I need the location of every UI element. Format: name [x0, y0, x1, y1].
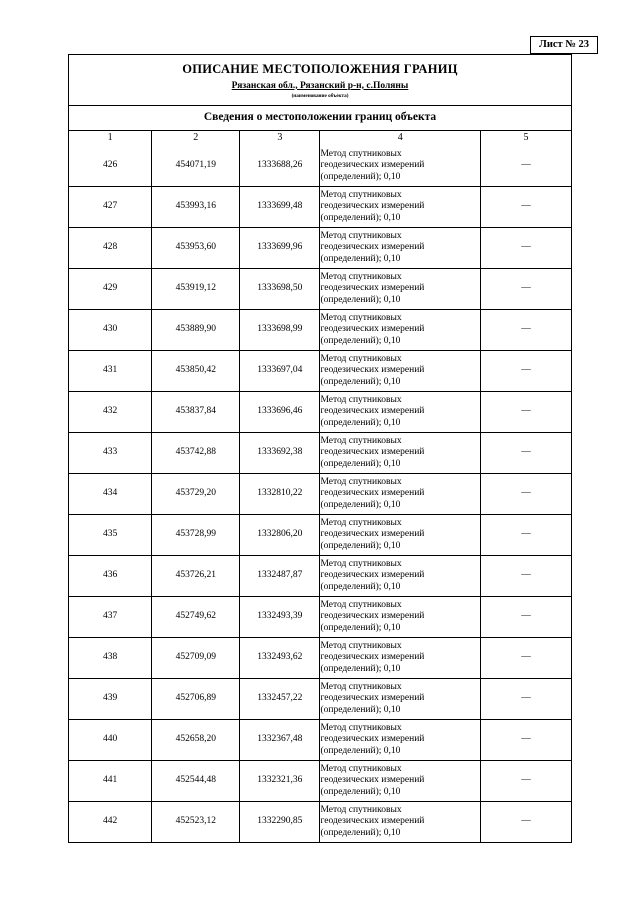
method-description-cell [320, 474, 481, 515]
coordinate-y-cell: 1333699,48 [240, 187, 320, 228]
document-body [68, 54, 572, 843]
point-number-cell: 438 [69, 638, 152, 679]
table-header-row [69, 131, 571, 146]
method-description-line: (определений); 0,10 [320, 376, 401, 387]
coordinate-x-cell: 453919,12 [152, 269, 240, 310]
column-number-5: 5 [523, 132, 529, 144]
coordinates-table [69, 131, 571, 842]
method-description-line: Метод спутниковых [320, 271, 402, 282]
point-number-cell: 435 [69, 515, 152, 556]
method-description-line: Метод спутниковых [320, 230, 402, 241]
coordinate-y-cell: 1332493,62 [240, 638, 320, 679]
coordinate-x-cell: 453993,16 [152, 187, 240, 228]
description-cell: — [481, 597, 571, 638]
table-row [69, 761, 571, 802]
description-cell: — [481, 228, 571, 269]
section-title-block [69, 106, 571, 131]
object-name-note: (наименование объекта) [291, 93, 349, 100]
description-cell: — [481, 679, 571, 720]
table-row [69, 720, 571, 761]
coordinate-y-cell: 1333696,46 [240, 392, 320, 433]
method-description-line: Метод спутниковых [320, 435, 402, 446]
table-row [69, 146, 571, 187]
coordinate-x-cell: 453850,42 [152, 351, 240, 392]
method-description-cell [320, 556, 481, 597]
method-description-line: Метод спутниковых [320, 804, 402, 815]
coordinate-x-cell: 453742,88 [152, 433, 240, 474]
method-description-cell [320, 515, 481, 556]
method-description-cell [320, 146, 481, 187]
method-description-line: (определений); 0,10 [320, 212, 401, 223]
method-description-line: (определений); 0,10 [320, 417, 401, 428]
method-description-line: геодезических измерений [320, 447, 425, 458]
table-row [69, 597, 571, 638]
method-description-line: геодезических измерений [320, 160, 425, 171]
description-cell: — [481, 761, 571, 802]
method-description-cell [320, 679, 481, 720]
object-name: Рязанская обл., Рязанский р-н, с.Поляны [231, 80, 409, 91]
method-description-line: геодезических измерений [320, 693, 425, 704]
method-description-cell [320, 351, 481, 392]
point-number-cell: 431 [69, 351, 152, 392]
coordinate-x-cell: 452544,48 [152, 761, 240, 802]
method-description-line: Метод спутниковых [320, 517, 402, 528]
coordinate-y-cell: 1333688,26 [240, 146, 320, 187]
point-number-cell: 436 [69, 556, 152, 597]
method-description-line: (определений); 0,10 [320, 704, 401, 715]
description-cell: — [481, 269, 571, 310]
method-description-line: геодезических измерений [320, 570, 425, 581]
point-number-cell: 427 [69, 187, 152, 228]
method-description-cell [320, 720, 481, 761]
coordinate-x-cell: 452706,89 [152, 679, 240, 720]
table-row [69, 802, 571, 843]
method-description-cell [320, 802, 481, 843]
table-row [69, 187, 571, 228]
description-cell: — [521, 816, 531, 827]
method-description-line: Метод спутниковых [320, 722, 402, 733]
method-description-line: Метод спутниковых [320, 558, 402, 569]
coordinate-x-cell: 454071,19 [152, 146, 240, 187]
method-description-line: геодезических измерений [320, 652, 425, 663]
description-cell: — [481, 556, 571, 597]
method-description-line: Метод спутниковых [320, 148, 402, 159]
method-description-line: (определений); 0,10 [320, 622, 401, 633]
table-row [69, 269, 571, 310]
coordinates-table-body [69, 146, 571, 842]
method-description-line: Метод спутниковых [320, 189, 402, 200]
document-title-block [69, 55, 571, 106]
coordinate-y-cell: 1332810,22 [240, 474, 320, 515]
method-description-line: (определений); 0,10 [320, 827, 401, 838]
description-cell: — [481, 433, 571, 474]
method-description-cell [320, 269, 481, 310]
method-description-line: геодезических измерений [320, 324, 425, 335]
method-description-line: геодезических измерений [320, 816, 425, 827]
method-description-line: (определений); 0,10 [320, 335, 401, 346]
method-description-cell [320, 433, 481, 474]
description-cell: — [481, 146, 571, 187]
point-number-cell: 442 [69, 802, 152, 843]
method-description-cell [320, 310, 481, 351]
method-description-line: (определений); 0,10 [320, 294, 401, 305]
method-description-line: (определений); 0,10 [320, 745, 401, 756]
description-cell: — [481, 187, 571, 228]
column-number-2: 2 [152, 131, 240, 146]
method-description-line: геодезических измерений [320, 529, 425, 540]
column-number-1: 1 [69, 131, 152, 146]
coordinate-y-cell: 1332493,39 [240, 597, 320, 638]
coordinate-x-cell: 453953,60 [152, 228, 240, 269]
description-cell: — [481, 392, 571, 433]
coordinate-x-cell: 453726,21 [152, 556, 240, 597]
point-number-cell: 439 [69, 679, 152, 720]
table-row [69, 351, 571, 392]
method-description-line: геодезических измерений [320, 365, 425, 376]
table-row [69, 474, 571, 515]
table-row [69, 310, 571, 351]
point-number-cell: 434 [69, 474, 152, 515]
method-description-line: (определений); 0,10 [320, 663, 401, 674]
coordinate-x-cell: 453837,84 [152, 392, 240, 433]
method-description-line: геодезических измерений [320, 406, 425, 417]
coordinate-y-cell: 1333692,38 [240, 433, 320, 474]
table-row [69, 392, 571, 433]
coordinate-x-cell: 452658,20 [152, 720, 240, 761]
method-description-line: Метод спутниковых [320, 681, 402, 692]
method-description-cell [320, 597, 481, 638]
coordinate-x-cell: 452709,09 [152, 638, 240, 679]
method-description-cell [320, 228, 481, 269]
coordinate-y-cell: 1332367,48 [240, 720, 320, 761]
method-description-line: геодезических измерений [320, 201, 425, 212]
coordinate-y-cell: 1333698,50 [240, 269, 320, 310]
method-description-line: (определений); 0,10 [320, 458, 401, 469]
method-description-line: геодезических измерений [320, 734, 425, 745]
description-cell: — [481, 351, 571, 392]
coordinate-x-cell: 453889,90 [152, 310, 240, 351]
coordinate-y-cell: 1333698,99 [240, 310, 320, 351]
point-number-cell: 426 [69, 146, 152, 187]
table-row [69, 228, 571, 269]
description-cell: — [481, 310, 571, 351]
point-number-cell: 437 [69, 597, 152, 638]
description-cell: — [481, 720, 571, 761]
method-description-line: Метод спутниковых [320, 394, 402, 405]
section-title: Сведения о местоположении границ объекта [203, 111, 437, 124]
point-number-cell: 428 [69, 228, 152, 269]
coordinate-x-cell: 452749,62 [152, 597, 240, 638]
method-description-line: Метод спутниковых [320, 599, 402, 610]
description-cell: — [481, 638, 571, 679]
coordinate-x-cell: 453729,20 [152, 474, 240, 515]
point-number-cell: 429 [69, 269, 152, 310]
coordinate-y-cell: 1332487,87 [240, 556, 320, 597]
coordinate-y-cell: 1332457,22 [240, 679, 320, 720]
method-description-line: геодезических измерений [320, 488, 425, 499]
point-number-cell: 441 [69, 761, 152, 802]
method-description-line: геодезических измерений [320, 242, 425, 253]
coordinate-y-cell: 1333697,04 [240, 351, 320, 392]
method-description-cell [320, 761, 481, 802]
method-description-cell [320, 638, 481, 679]
point-number-cell: 440 [69, 720, 152, 761]
point-number-cell: 430 [69, 310, 152, 351]
method-description-line: (определений); 0,10 [320, 540, 401, 551]
coordinate-y-cell: 1333699,96 [240, 228, 320, 269]
coordinate-y-cell: 1332806,20 [240, 515, 320, 556]
method-description-cell [320, 392, 481, 433]
column-number-4: 4 [320, 131, 481, 146]
method-description-cell [320, 187, 481, 228]
method-description-line: Метод спутниковых [320, 353, 402, 364]
method-description-line: Метод спутниковых [320, 640, 402, 651]
description-cell: — [481, 474, 571, 515]
method-description-line: Метод спутниковых [320, 763, 402, 774]
description-cell: — [481, 515, 571, 556]
method-description-line: геодезических измерений [320, 283, 425, 294]
method-description-line: (определений); 0,10 [320, 581, 401, 592]
coordinate-x-cell: 453728,99 [152, 515, 240, 556]
table-row [69, 556, 571, 597]
method-description-line: Метод спутниковых [320, 476, 402, 487]
coordinate-y-cell: 1332321,36 [240, 761, 320, 802]
table-row [69, 433, 571, 474]
method-description-line: геодезических измерений [320, 775, 425, 786]
table-row [69, 638, 571, 679]
coordinate-y-cell: 1332290,85 [240, 802, 320, 843]
coordinate-x-cell: 452523,12 [152, 802, 240, 843]
method-description-line: (определений); 0,10 [320, 253, 401, 264]
method-description-line: Метод спутниковых [320, 312, 402, 323]
table-row [69, 679, 571, 720]
sheet-number-label: Лист № 23 [530, 36, 598, 54]
method-description-line: (определений); 0,10 [320, 171, 401, 182]
table-row [69, 515, 571, 556]
method-description-line: (определений); 0,10 [320, 499, 401, 510]
method-description-line: геодезических измерений [320, 611, 425, 622]
column-number-3: 3 [240, 131, 320, 146]
point-number-cell: 433 [69, 433, 152, 474]
method-description-line: (определений); 0,10 [320, 786, 401, 797]
point-number-cell: 432 [69, 392, 152, 433]
page-title: ОПИСАНИЕ МЕСТОПОЛОЖЕНИЯ ГРАНИЦ [182, 62, 458, 76]
